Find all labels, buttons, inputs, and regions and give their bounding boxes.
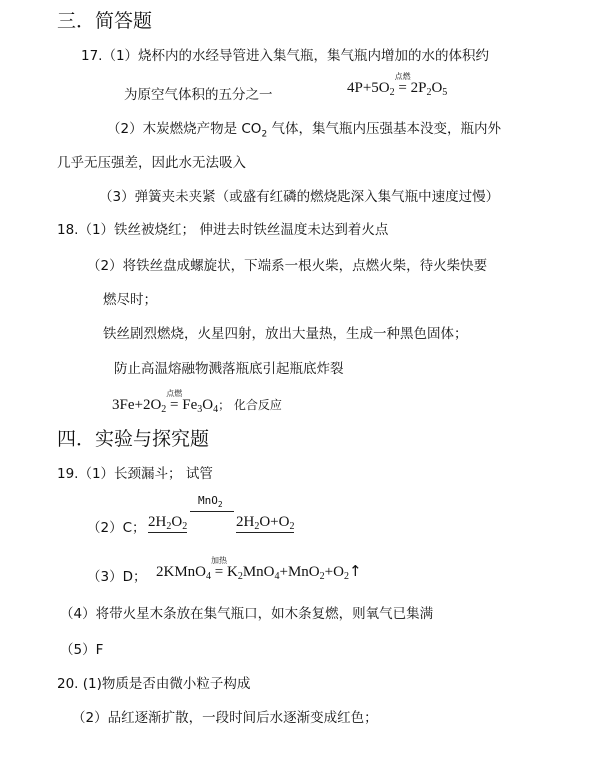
q19-reactant: $2H_2O_2$ <box>148 514 188 532</box>
q20-line-2: （2）品红逐渐扩散，一段时间后水逐渐变成红色； <box>72 710 378 726</box>
q17-line-1: 17.（1）烧杯内的水经导管进入集气瓶，集气瓶内增加的水的体积约 <box>81 48 490 64</box>
q17-line-3: （2）木炭燃烧产物是 $CO_2$ 气体，集气瓶内压强基本没变，瓶内外 <box>107 121 501 140</box>
q19-line-5: （5）F <box>60 642 104 658</box>
section-title-4: 四．实验与探究题 <box>57 428 210 450</box>
q18-line-2: （2）将铁丝盘成螺旋状，下端系一根火柴，点燃火柴，待火柴快要 <box>87 258 488 274</box>
q17-line-4: 几乎无压强差，因此水无法吸入 <box>57 155 246 171</box>
section-title-3: 三．简答题 <box>57 10 153 32</box>
q18-equation: $3Fe+2O_2$ 点燃 = $Fe_3O_4$； 化合反应 <box>112 389 282 415</box>
q18-line-3: 燃尽时； <box>103 292 157 308</box>
q19-line-3-prefix: （3）D； <box>87 569 147 585</box>
q19-line-4: （4）将带火星木条放在集气瓶口，如木条复燃，则氧气已集满 <box>60 606 434 622</box>
q17-line-2: 为原空气体积的五分之一 <box>124 87 273 103</box>
q19-product: $2H_2O+O_2$ <box>236 514 295 532</box>
q19-line-1: 19.（1）长颈漏斗； 试管 <box>57 466 213 482</box>
q17-equation: $4P+5O_2$ 点燃 = $2P_2O_5$ <box>347 72 448 98</box>
q19-equation-3: 2KMnO$_4$ 加热 = $K_2MnO_4+MnO_2+O_2↑$ <box>156 556 362 582</box>
q19-catalyst: MnO$_2$ <box>198 494 223 510</box>
q19-catalyst-bar <box>190 511 234 512</box>
q18-line-4: 铁丝剧烈燃烧，火星四射，放出大量热，生成一种黑色固体； <box>103 326 468 342</box>
q19-line-2-prefix: （2）C； <box>87 520 146 536</box>
q18-line-1: 18.（1）铁丝被烧红； 伸进去时铁丝温度未达到着火点 <box>57 222 389 238</box>
q20-line-1: 20. (1)物质是否由微小粒子构成 <box>57 676 251 692</box>
q17-line-5: （3）弹簧夹未夹紧（或盛有红磷的燃烧匙深入集气瓶中速度过慢） <box>99 189 500 205</box>
gas-arrow-icon: ↑ <box>348 562 362 580</box>
q18-line-5: 防止高温熔融物溅落瓶底引起瓶底炸裂 <box>114 361 344 377</box>
